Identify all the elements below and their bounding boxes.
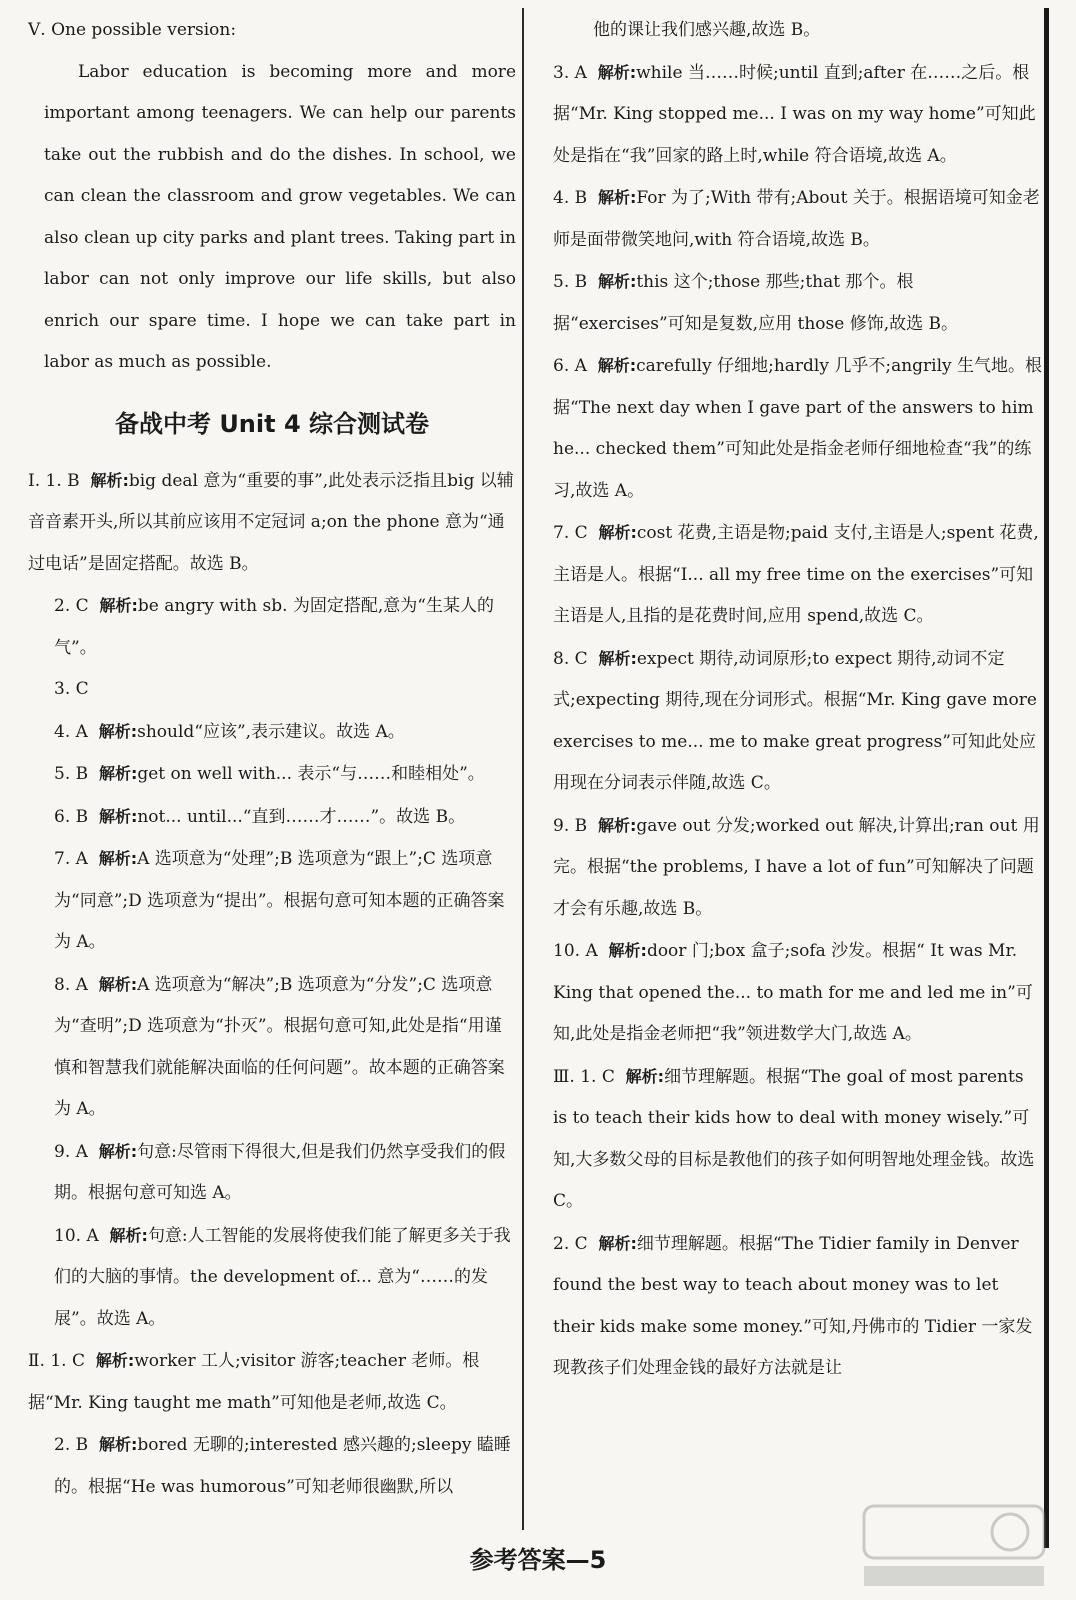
answer-number: 3. C bbox=[54, 679, 89, 699]
right-column bbox=[553, 10, 1043, 1390]
answer-number: 9. B bbox=[553, 815, 588, 836]
answer-number: 8. A bbox=[54, 974, 88, 995]
answer-number: 5. B bbox=[54, 764, 89, 784]
analysis-label: 解析: bbox=[98, 849, 138, 868]
answer-item bbox=[553, 805, 1043, 931]
analysis-label: 解析: bbox=[608, 941, 647, 960]
answer-item bbox=[553, 638, 1043, 805]
answer-text: this 这个;those 那些;that 那个。根据“exercises”可知是复数,应用 those 修饰,故选 B。 bbox=[553, 272, 958, 334]
answer-item bbox=[553, 52, 1043, 178]
analysis-label: 解析: bbox=[597, 62, 637, 82]
answer-item bbox=[28, 964, 516, 1131]
answer-number: Ⅰ. 1. B bbox=[28, 470, 80, 491]
answer-number: 2. B bbox=[54, 1435, 89, 1455]
answer-item bbox=[553, 512, 1043, 638]
essay-body: Labor education is becoming more and more important among teenagers. We can help our parents take out the rubbish and do the dishes. In school, we can clean the classroom and grow vegetables. We can also clean up city parks and plant trees. Taking part in labor can not only improve our life skills, but also enrich our spare time. I hope we can take part in labor as much as possible. bbox=[44, 61, 516, 372]
answer-text: For 为了;With 带有;About 关于。根据语境可知金老师是面带微笑地问,with 符合语境,故选 B。 bbox=[553, 188, 1040, 250]
answer-number: 2. C bbox=[54, 596, 89, 616]
answer-number: 3. A bbox=[553, 62, 587, 83]
analysis-label: 解析: bbox=[597, 815, 637, 835]
essay-heading: Ⅴ. One possible version: bbox=[28, 20, 237, 40]
answer-number: 10. A bbox=[54, 1225, 99, 1246]
answer-item bbox=[28, 753, 516, 796]
analysis-label: 解析: bbox=[109, 1225, 148, 1245]
analysis-label: 解析: bbox=[98, 806, 138, 826]
answer-item bbox=[28, 669, 516, 711]
analysis-label: 解析: bbox=[598, 648, 637, 668]
answer-text: 句意:尽管雨下得很大,但是我们仍然享受我们的假期。根据句意可知选 A。 bbox=[54, 1141, 506, 1203]
answer-text: big deal 意为“重要的事”,此处表示泛指且big 以辅音音素开头,所以其前应该用不定冠词 a;on the phone 意为“通过电话”是固定搭配。故选 B。 bbox=[28, 470, 514, 574]
answer-text: door 门;box 盒子;sofa 沙发。根据“ It was Mr. King that opened the... to math for me and led me in”可知,此处是指金老师把“我”领进数学大门,故选 A。 bbox=[553, 941, 1033, 1044]
answer-text: A 选项意为“处理”;B 选项意为“跟上”;C 选项意为“同意”;D 选项意为“提出”。根据句意可知本题的正确答案为 A。 bbox=[54, 849, 505, 952]
answer-text: be angry with sb. 为固定搭配,意为“生某人的气”。 bbox=[54, 596, 494, 658]
answer-item bbox=[28, 460, 516, 586]
test-title: 备战中考 Unit 4 综合测试卷 bbox=[114, 409, 430, 438]
left-column bbox=[28, 10, 516, 1508]
answer-text: 细节理解题。根据“The goal of most parents is to teach their kids how to deal with money wisely.”可知,大多数父母的目标是教他们的孩子如何明智地处理金钱。故选 C。 bbox=[553, 1066, 1035, 1211]
analysis-label: 解析: bbox=[99, 596, 138, 615]
answer-number: 10. A bbox=[553, 941, 598, 961]
answer-item bbox=[553, 930, 1043, 1056]
answer-item bbox=[28, 796, 516, 839]
analysis-label: 解析: bbox=[598, 523, 637, 542]
page-edge-bar bbox=[1044, 8, 1049, 1548]
analysis-label: 解析: bbox=[625, 1066, 665, 1086]
answer-number: 4. B bbox=[553, 188, 588, 208]
answer-item bbox=[28, 1215, 516, 1341]
answer-number: 2. C bbox=[553, 1233, 588, 1254]
answer-text: 他的课让我们感兴趣,故选 B。 bbox=[593, 20, 821, 40]
answer-number: Ⅲ. 1. C bbox=[553, 1066, 615, 1087]
answer-number: 6. B bbox=[54, 806, 89, 827]
analysis-label: 解析: bbox=[95, 1351, 135, 1370]
answer-item bbox=[28, 711, 516, 754]
answer-text: A 选项意为“解决”;B 选项意为“分发”;C 选项意为“查明”;D 选项意为“扑灭”。根据句意可知,此处是指“用谨慎和智慧我们就能解决面临的任何问题”。故本题的正确答案为 A。 bbox=[54, 974, 505, 1119]
answer-text: 细节理解题。根据“The Tidier family in Denver found the best way to teach about money was to let their kids make some money.”可知,丹佛市的 Tidier 一家发现教孩子们处理金钱的最好方法就是让 bbox=[553, 1233, 1033, 1378]
answer-item bbox=[28, 1131, 516, 1215]
answer-item bbox=[553, 10, 1043, 52]
analysis-label: 解析: bbox=[598, 1233, 637, 1253]
answer-text: should“应该”,表示建议。故选 A。 bbox=[137, 721, 405, 742]
answer-text: gave out 分发;worked out 解决,计算出;ran out 用完。根据“the problems, I have a lot of fun”可知解决了问题才会有乐趣,故选 B。 bbox=[553, 815, 1040, 919]
analysis-label: 解析: bbox=[98, 974, 138, 994]
right-answer-list bbox=[553, 10, 1043, 1390]
answer-text: expect 期待,动词原形;to expect 期待,动词不定式;expecting 期待,现在分词形式。根据“Mr. King gave more exercises to me... me to make great progress”可知此处应用现在分词表示伴随,故选 C。 bbox=[553, 648, 1037, 793]
answer-item bbox=[28, 1424, 516, 1508]
analysis-label: 解析: bbox=[98, 1435, 138, 1454]
analysis-label: 解析: bbox=[98, 721, 138, 741]
answer-number: 9. A bbox=[54, 1141, 88, 1162]
watermark-logo bbox=[860, 1500, 1050, 1592]
answer-number: 8. C bbox=[553, 648, 588, 669]
left-answer-list bbox=[28, 460, 516, 1509]
answer-item bbox=[28, 838, 516, 964]
answer-item bbox=[553, 1056, 1043, 1223]
answer-number: 7. A bbox=[54, 849, 88, 869]
answer-number: 4. A bbox=[54, 721, 88, 742]
page-footer: 参考答案—5 bbox=[469, 1546, 607, 1574]
answer-text: bored 无聊的;interested 感兴趣的;sleepy 瞌睡的。根据“He was humorous”可知老师很幽默,所以 bbox=[54, 1435, 511, 1497]
answer-number: 7. C bbox=[553, 523, 588, 543]
analysis-label: 解析: bbox=[597, 356, 637, 375]
column-divider bbox=[522, 8, 524, 1530]
answer-item bbox=[553, 177, 1043, 261]
answer-text: worker 工人;visitor 游客;teacher 老师。根据“Mr. King taught me math”可知他是老师,故选 C。 bbox=[28, 1351, 480, 1413]
analysis-label: 解析: bbox=[90, 470, 129, 490]
analysis-label: 解析: bbox=[98, 1141, 138, 1161]
answer-number: 5. B bbox=[553, 272, 588, 292]
answer-number: Ⅱ. 1. C bbox=[28, 1351, 85, 1371]
analysis-label: 解析: bbox=[597, 272, 637, 291]
answer-text: cost 花费,主语是物;paid 支付,主语是人;spent 花费,主语是人。根据“I... all my free time on the exercises”可知主语是人,且指的是花费时间,应用 spend,故选 C。 bbox=[553, 523, 1039, 626]
answer-number: 6. A bbox=[553, 356, 587, 376]
analysis-label: 解析: bbox=[597, 188, 637, 207]
answer-item bbox=[553, 261, 1043, 345]
analysis-label: 解析: bbox=[98, 764, 138, 783]
answer-text: 句意:人工智能的发展将使我们能了解更多关于我们的大脑的事情。the development of... 意为“……的发展”。故选 A。 bbox=[54, 1225, 511, 1329]
answer-item bbox=[28, 585, 516, 669]
answer-item bbox=[553, 1223, 1043, 1390]
answer-text: not... until...“直到……才……”。故选 B。 bbox=[137, 806, 466, 827]
answer-item bbox=[553, 345, 1043, 512]
answer-text: while 当……时候;until 直到;after 在……之后。根据“Mr. King stopped me... I was on my way home”可知此处是指在“我”回家的路上时,while 符合语境,故选 A。 bbox=[553, 62, 1036, 166]
answer-item bbox=[28, 1340, 516, 1424]
answer-text: carefully 仔细地;hardly 几乎不;angrily 生气地。根据“The next day when I gave part of the answers to him he... checked them”可知此处是指金老师仔细地检查“我”的练习,故选 A。 bbox=[553, 356, 1043, 501]
answer-text: get on well with... 表示“与……和睦相处”。 bbox=[137, 764, 485, 784]
